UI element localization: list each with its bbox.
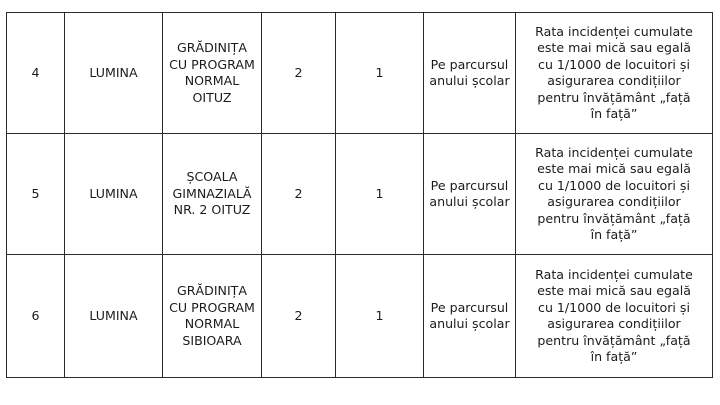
condition-cell: Rata incidenței cumulate este mai mică sau egală cu 1/1000 de locuitori și asigurarea condițiilor pentru învățământ „față în față” [516,134,713,255]
table-row [7,13,713,134]
locality-cell: LUMINA [65,255,163,378]
condition-cell: Rata incidenței cumulate este mai mică sau egală cu 1/1000 de locuitori și asigurarea condițiilor pentru învățământ „față în față” [516,255,713,378]
condition-cell: Rata incidenței cumulate este mai mică sau egală cu 1/1000 de locuitori și asigurarea condițiilor pentru învățământ „față în față” [516,13,713,134]
school-unit-cell: GRĂDINIȚA CU PROGRAM NORMAL SIBIOARA [163,255,262,378]
count-cell-b: 1 [336,134,424,255]
count-cell-a: 2 [262,13,336,134]
row-number-cell: 6 [7,255,65,378]
schools-table [6,12,713,378]
school-unit-cell: ȘCOALA GIMNAZIALĂ NR. 2 OITUZ [163,134,262,255]
row-number-cell: 5 [7,134,65,255]
row-number-cell: 4 [7,13,65,134]
count-cell-a: 2 [262,255,336,378]
locality-cell: LUMINA [65,134,163,255]
period-cell: Pe parcursul anului școlar [424,255,516,378]
locality-cell: LUMINA [65,13,163,134]
count-cell-a: 2 [262,134,336,255]
count-cell-b: 1 [336,255,424,378]
count-cell-b: 1 [336,13,424,134]
table-row [7,134,713,255]
period-cell: Pe parcursul anului școlar [424,134,516,255]
period-cell: Pe parcursul anului școlar [424,13,516,134]
school-unit-cell: GRĂDINIȚA CU PROGRAM NORMAL OITUZ [163,13,262,134]
table-row [7,255,713,378]
